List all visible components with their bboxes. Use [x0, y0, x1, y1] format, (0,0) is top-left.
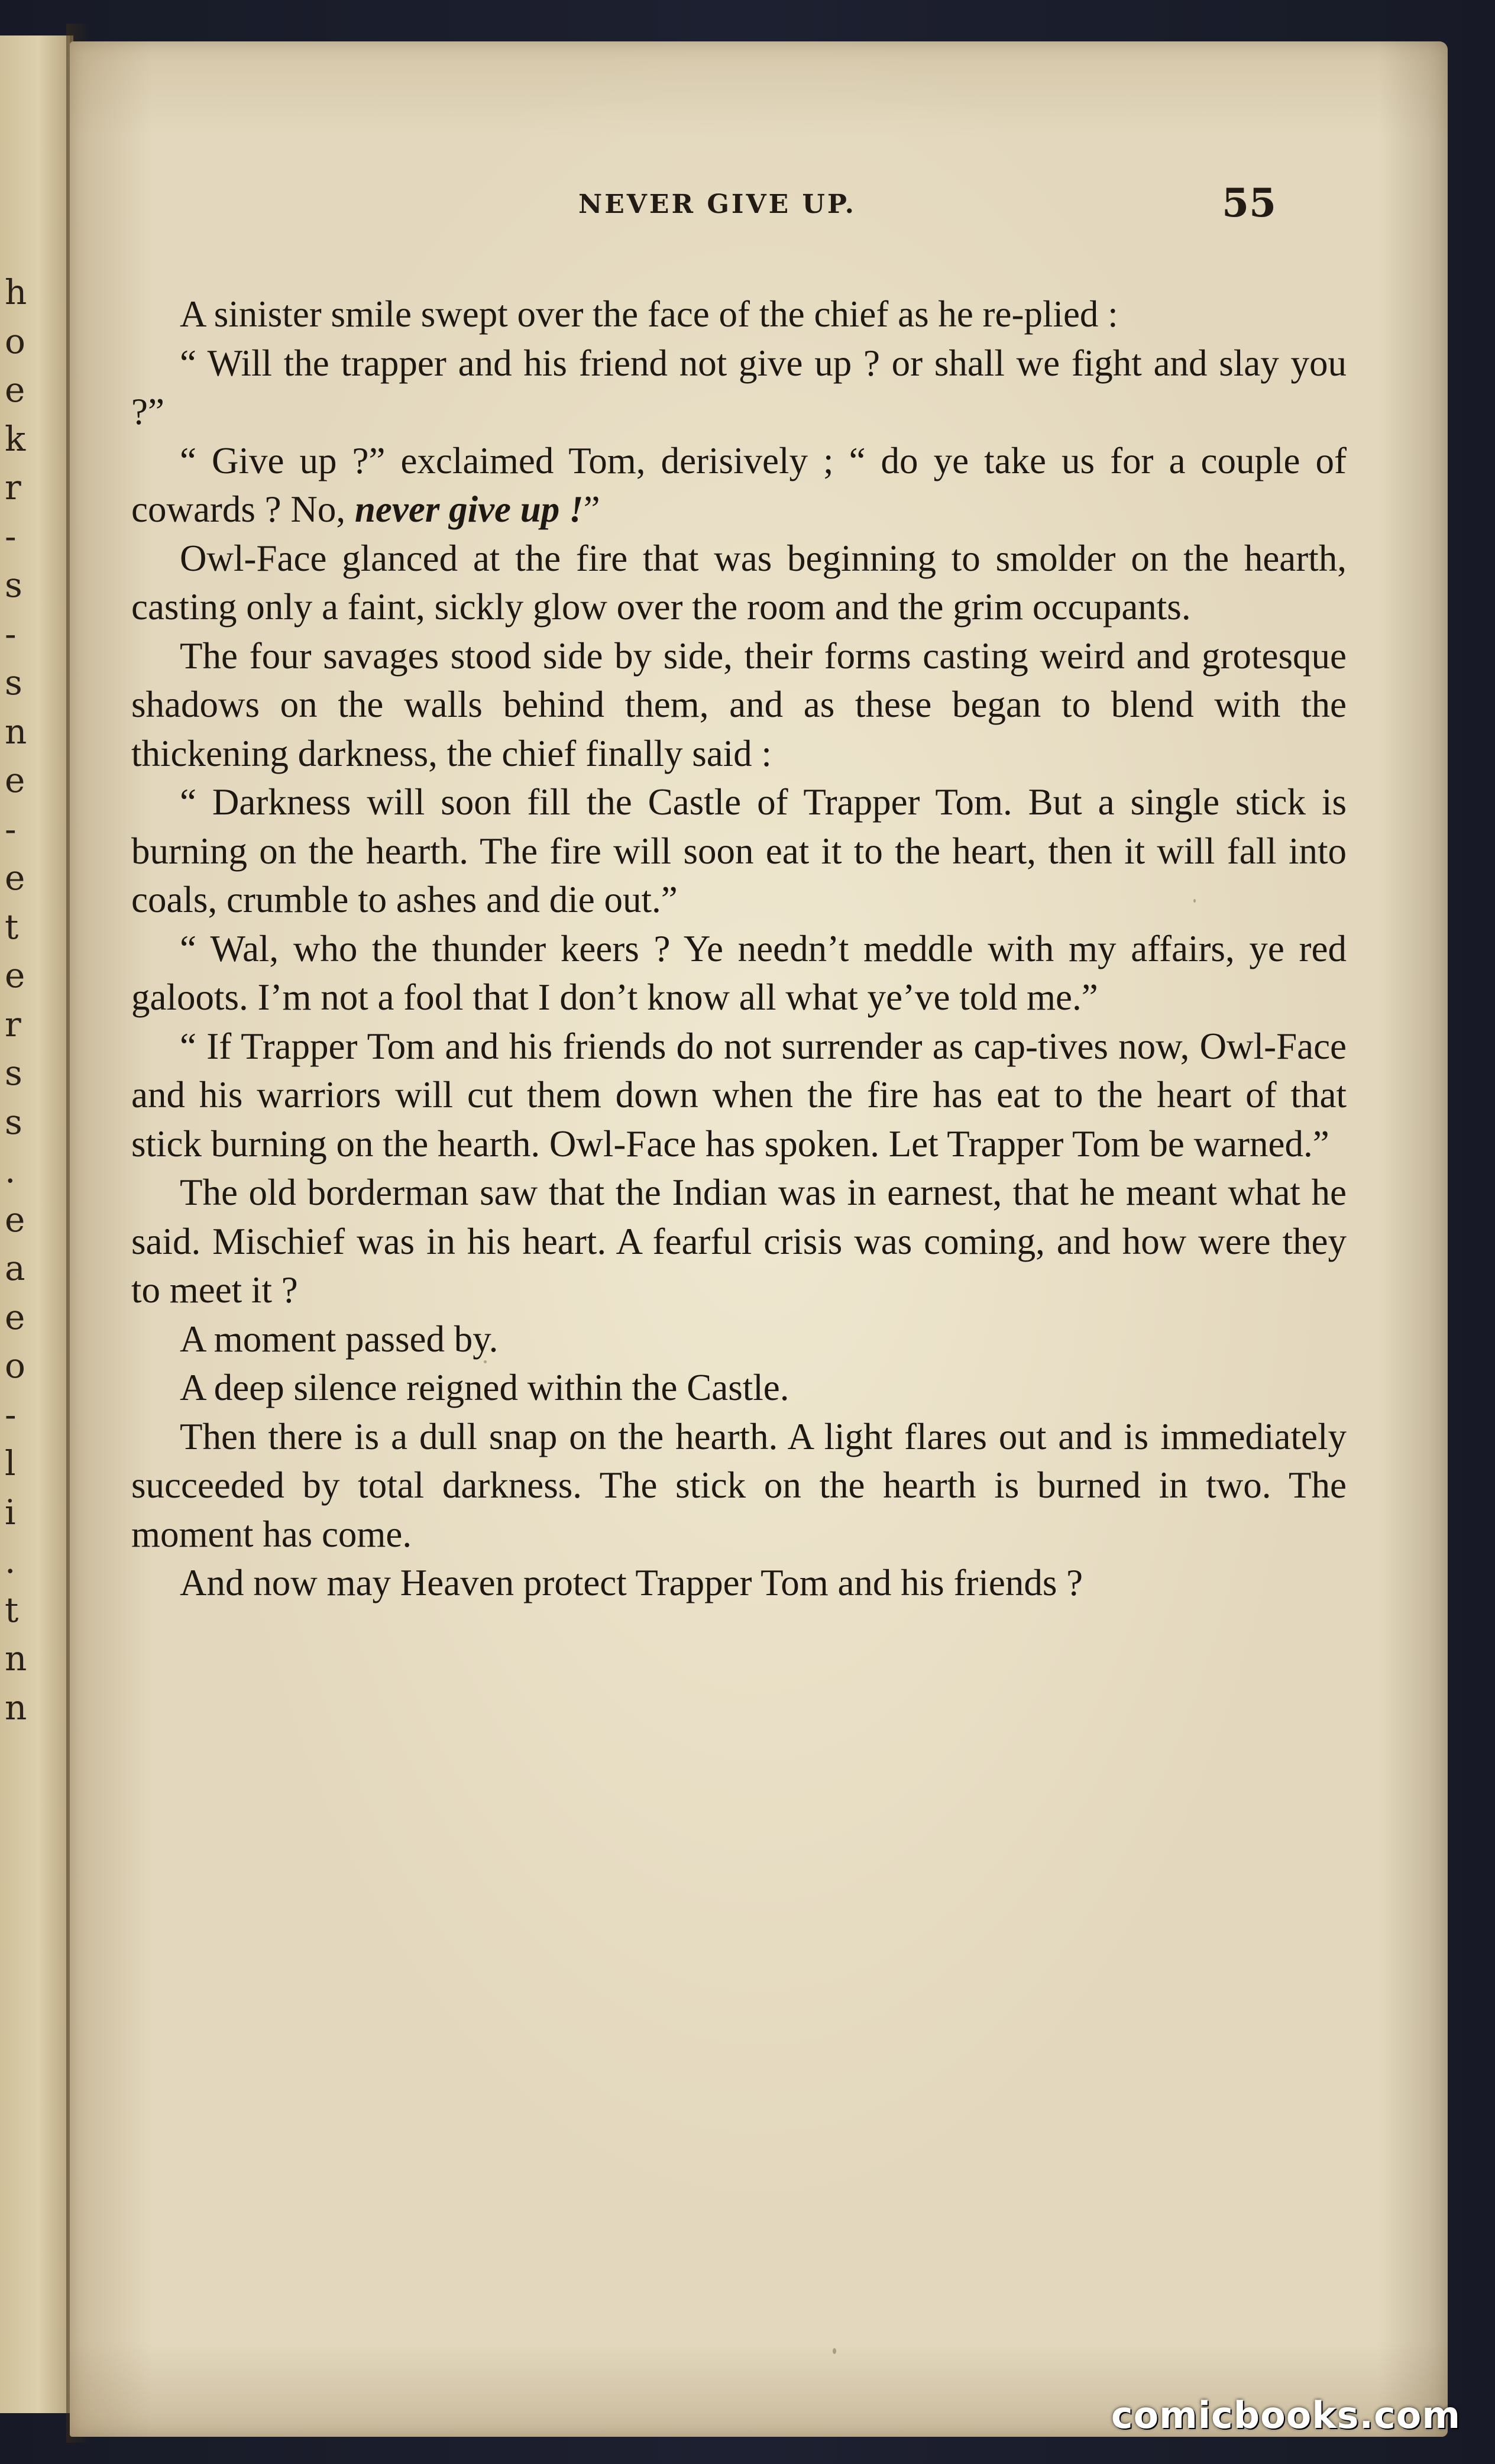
paragraph-text: “ Will the trapper and his friend not give up ? or shall we fight and slay you ?”	[131, 342, 1347, 432]
previous-page-edge-char: s	[5, 565, 22, 605]
paragraph	[131, 1168, 1347, 1315]
paragraph	[131, 1412, 1347, 1559]
previous-page-edge-char: r	[5, 1004, 21, 1045]
paragraph	[131, 1363, 1347, 1412]
previous-page-edge	[0, 35, 73, 2413]
previous-page-edge-char: o	[5, 321, 25, 361]
watermark: comicbooks.com	[1111, 2394, 1461, 2437]
previous-page-edge-char: o	[5, 1346, 25, 1386]
previous-page-edge-char: a	[5, 1248, 25, 1288]
paragraph-text: “ If Trapper Tom and his friends do not surrender as cap-tives now, Owl-Face and his warriors will cut them down when the fire has eat to the heart of that stick burning on the hearth. Owl-Face has spoken. Let Trapper Tom be warned.”	[131, 1025, 1347, 1165]
previous-page-edge-char: k	[5, 418, 26, 459]
previous-page-edge-char: -	[5, 516, 17, 557]
previous-page-edge-char: -	[5, 613, 17, 654]
previous-page-edge-char: n	[5, 711, 27, 752]
body-text	[131, 290, 1347, 1608]
paragraph-text: A deep silence reigned within the Castle.	[180, 1367, 789, 1408]
paragraph	[131, 1315, 1347, 1364]
paragraph-text: “ Wal, who the thunder keers ? Ye needn’t meddle with my affairs, ye red galoots. I’m not a fool that I don’t know all what ye’ve told me.”	[131, 927, 1347, 1018]
previous-page-edge-char: s	[5, 662, 22, 703]
paragraph	[131, 924, 1347, 1022]
previous-page-edge-char: l	[5, 1443, 16, 1483]
previous-page-edge-char: e	[5, 370, 25, 410]
paragraph	[131, 534, 1347, 632]
paragraph-text: The four savages stood side by side, their forms casting weird and grotesque shadows on the walls behind them, and as these began to blend with the thickening darkness, the chief finally said :	[131, 635, 1347, 774]
previous-page-edge-char: .	[5, 1541, 16, 1581]
running-head: NEVER GIVE UP.	[578, 189, 856, 219]
previous-page-edge-char: t	[5, 906, 19, 947]
previous-page-edge-char: .	[5, 1150, 16, 1191]
paragraph-text: “ Give up ?” exclaimed Tom, derisively ; “ do ye take us for a couple of cowards ? No,	[131, 439, 1347, 530]
previous-page-edge-char: -	[5, 809, 17, 849]
page-header	[70, 160, 1448, 225]
paragraph	[131, 1022, 1347, 1169]
previous-page-edge-char: -	[5, 1394, 17, 1435]
paragraph-text: Owl-Face glanced at the fire that was beginning to smolder on the hearth, casting only a faint, sickly glow over the room and the grim occupants.	[131, 537, 1347, 628]
paragraph-text: A moment passed by.	[180, 1318, 499, 1360]
paper-speck	[833, 2348, 836, 2354]
previous-page-edge-char: n	[5, 1687, 27, 1728]
page-number: 55	[1222, 180, 1276, 226]
paragraph	[131, 290, 1347, 339]
paragraph	[131, 436, 1347, 534]
previous-page-edge-char: s	[5, 1053, 22, 1093]
emphasized-text: never give up !	[354, 489, 584, 530]
previous-page-edge-char: e	[5, 1199, 25, 1240]
previous-page-edge-char: e	[5, 858, 25, 898]
paragraph-text: A sinister smile swept over the face of the chief as he re-plied :	[180, 293, 1118, 335]
paragraph-text: Then there is a dull snap on the hearth. A light flares out and is immediately succeeded by total darkness. The stick on the hearth is burned in two. The moment has come.	[131, 1415, 1347, 1555]
paragraph	[131, 339, 1347, 436]
paragraph	[131, 1558, 1347, 1608]
paragraph-text-end: ”	[583, 489, 600, 530]
previous-page-edge-char: t	[5, 1589, 19, 1630]
previous-page-edge-char: e	[5, 1296, 25, 1337]
paragraph	[131, 632, 1347, 778]
previous-page-edge-char: h	[5, 272, 27, 312]
previous-page-edge-char: i	[5, 1492, 16, 1532]
paragraph-text: “ Darkness will soon fill the Castle of Trapper Tom. But a single stick is burning on the hearth. The fire will soon eat it to the heart, then it will fall into coals, crumble to ashes and die out.”	[131, 781, 1347, 920]
previous-page-edge-char: e	[5, 955, 25, 995]
book-page	[70, 41, 1448, 2437]
paragraph	[131, 778, 1347, 924]
paragraph-text: The old borderman saw that the Indian was in earnest, that he meant what he said. Mischief was in his heart. A fearful crisis was coming, and how were they to meet it ?	[131, 1172, 1347, 1311]
previous-page-edge-char: r	[5, 467, 21, 507]
previous-page-edge-char: n	[5, 1638, 27, 1679]
paragraph-text: And now may Heaven protect Trapper Tom and his friends ?	[180, 1562, 1083, 1603]
previous-page-edge-char: e	[5, 760, 25, 800]
previous-page-edge-char: s	[5, 1101, 22, 1142]
